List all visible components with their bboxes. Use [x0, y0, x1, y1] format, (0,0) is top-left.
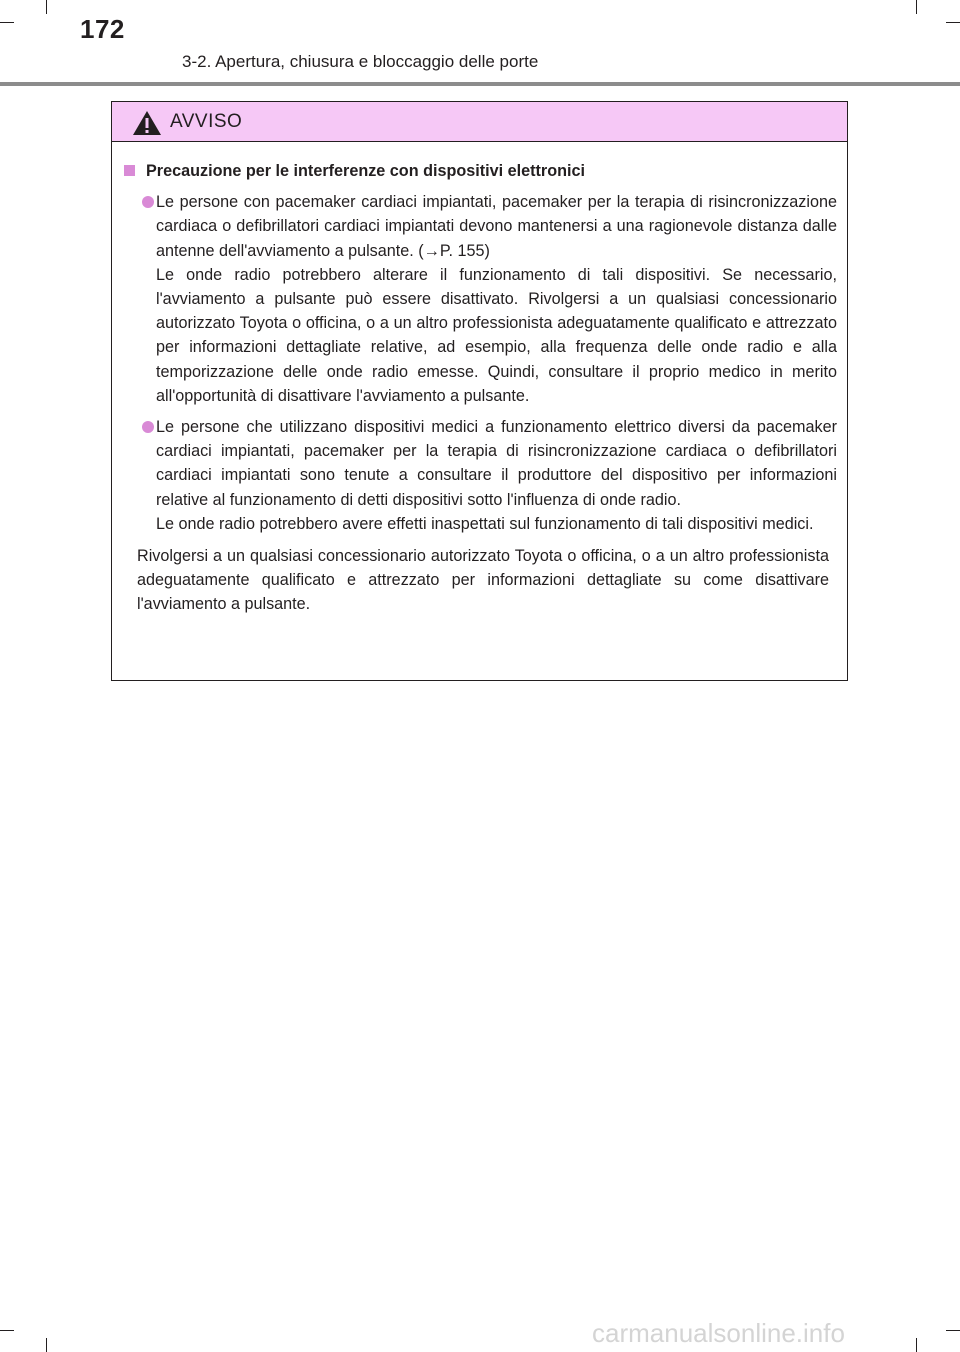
paragraph: Le onde radio potrebbero avere effetti inaspettati sul funzionamento di tali dispositivi medici.	[156, 514, 814, 533]
paragraph: Le persone che utilizzano dispositivi medici a funzionamento elettrico diversi da pacemaker cardiaci impiantati, pacemaker per la terapia di risincronizzazione cardiaca o defibrillatori cardiaci impiantati sono tenute a consultare il produttore del dispositivo per informazioni relative al funzionamento di detti dispositivi sotto l'influenza di onde radio.	[156, 418, 837, 509]
warning-label: AVVISO	[170, 111, 243, 132]
crop-mark	[946, 1330, 960, 1331]
crop-mark	[0, 22, 14, 23]
warning-body	[112, 142, 847, 617]
warning-triangle-icon	[132, 110, 162, 136]
warning-box	[111, 101, 848, 681]
section-title: 3-2. Apertura, chiusura e bloccaggio delle porte	[182, 52, 539, 71]
crop-mark	[916, 1338, 917, 1352]
crop-mark	[46, 1338, 47, 1352]
paragraph: Le onde radio potrebbero alterare il funzionamento di tali dispositivi. Se necessario, l'avviamento a pulsante può essere disattivato. Rivolgersi a un qualsiasi concessionario autorizzato Toyota o officina, o a un altro professionista adeguatamente qualificato e attrezzato per informazioni dettagliate relative, ad esempio, alla frequenza delle onde radio e alla temporizzazione delle onde radio emesse. Quindi, consultare il proprio medico in merito all'opportunità di disattivare l'avviamento a pulsante.	[156, 265, 837, 405]
closing-paragraph: Rivolgersi a un qualsiasi concessionario autorizzato Toyota o officina, o a un altro professionista adeguatamente qualificato e attrezzato per informazioni dettagliate su come disattivare l'avviamento a pulsante.	[137, 547, 829, 614]
crop-mark	[0, 1330, 14, 1331]
crop-mark	[916, 0, 917, 14]
list-item	[122, 415, 837, 536]
square-bullet-icon	[124, 165, 135, 176]
circle-bullet-icon	[142, 421, 154, 433]
header-rule	[0, 82, 960, 86]
warning-subheading-text: Precauzione per le interferenze con dispositivi elettronici	[146, 162, 585, 180]
warning-subheading	[122, 159, 837, 183]
crop-mark	[946, 22, 960, 23]
list-item	[122, 190, 837, 408]
page-number: 172	[80, 14, 125, 44]
crop-mark	[46, 0, 47, 14]
paragraph: Le persone con pacemaker cardiaci impiantati, pacemaker per la terapia di risincronizzazione cardiaca o defibrillatori cardiaci impiantati devono mantenersi a una ragionevole distanza dalle antenne dell'avviamento a pulsante. (→P. 155)	[156, 193, 837, 260]
circle-bullet-icon	[142, 196, 154, 208]
warning-header	[112, 102, 847, 142]
watermark: carmanualsonline.info	[592, 1318, 845, 1348]
